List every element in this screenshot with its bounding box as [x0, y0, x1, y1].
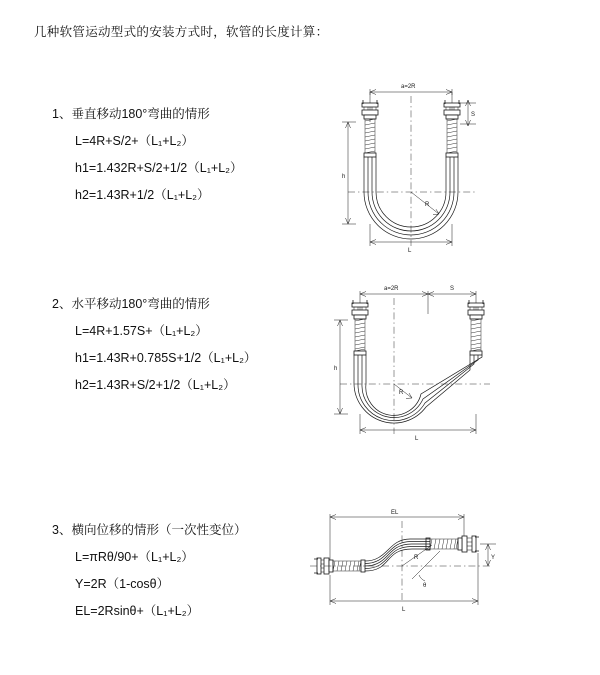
dim-label-r3: R	[414, 555, 419, 561]
section-2-formula-3: h2=1.43R+S/2+1/2（L₁+L₂）	[75, 378, 236, 392]
dim-label-r2: R	[399, 390, 404, 396]
section-1-text	[52, 104, 302, 212]
section-1-formula-3: h2=1.43R+1/2（L₁+L₂）	[75, 188, 210, 202]
dim-label-s2: S	[450, 286, 455, 292]
dim-label-y: Y	[491, 555, 496, 561]
dim-label-a: a=2R	[401, 84, 416, 90]
dim-label-theta: θ	[423, 583, 427, 589]
page-title: 几种软管运动型式的安装方式时，软管的长度计算：	[34, 25, 329, 39]
section-3-formula-2: Y=2R（1-cosθ）	[75, 577, 170, 591]
section-1-formula-1: L=4R+S/2+（L₁+L₂）	[75, 134, 194, 148]
dim-label-el: EL	[391, 510, 399, 516]
section-2-title: 2、水平移动180°弯曲的情形	[52, 297, 210, 311]
vertical-180-bend-diagram	[300, 74, 520, 274]
section-2-formula-2: h1=1.43R+0.785S+1/2（L₁+L₂）	[75, 351, 257, 365]
dim-label-h: h	[342, 174, 346, 180]
dim-label-l3: L	[402, 607, 406, 613]
dim-label-r: R	[425, 202, 430, 208]
horizontal-180-bend-diagram	[300, 274, 520, 464]
section-3-title: 3、横向位移的情形（一次性变位）	[52, 523, 247, 537]
section-3-text	[52, 520, 302, 628]
dim-label-s: S	[471, 112, 476, 118]
dim-label-h2: h	[334, 366, 338, 372]
dim-label-l2: L	[415, 436, 419, 442]
lateral-offset-diagram	[292, 503, 522, 633]
section-1-title: 1、垂直移动180°弯曲的情形	[52, 107, 210, 121]
dim-label-l: L	[408, 248, 412, 254]
section-1-formula-2: h1=1.432R+S/2+1/2（L₁+L₂）	[75, 161, 243, 175]
dim-label-a2: a=2R	[384, 286, 399, 292]
section-2-text	[52, 294, 302, 402]
section-3-formula-1: L=πRθ/90+（L₁+L₂）	[75, 550, 194, 564]
section-3-formula-3: EL=2Rsinθ+（L₁+L₂）	[75, 604, 200, 618]
section-2-formula-1: L=4R+1.57S+（L₁+L₂）	[75, 324, 208, 338]
